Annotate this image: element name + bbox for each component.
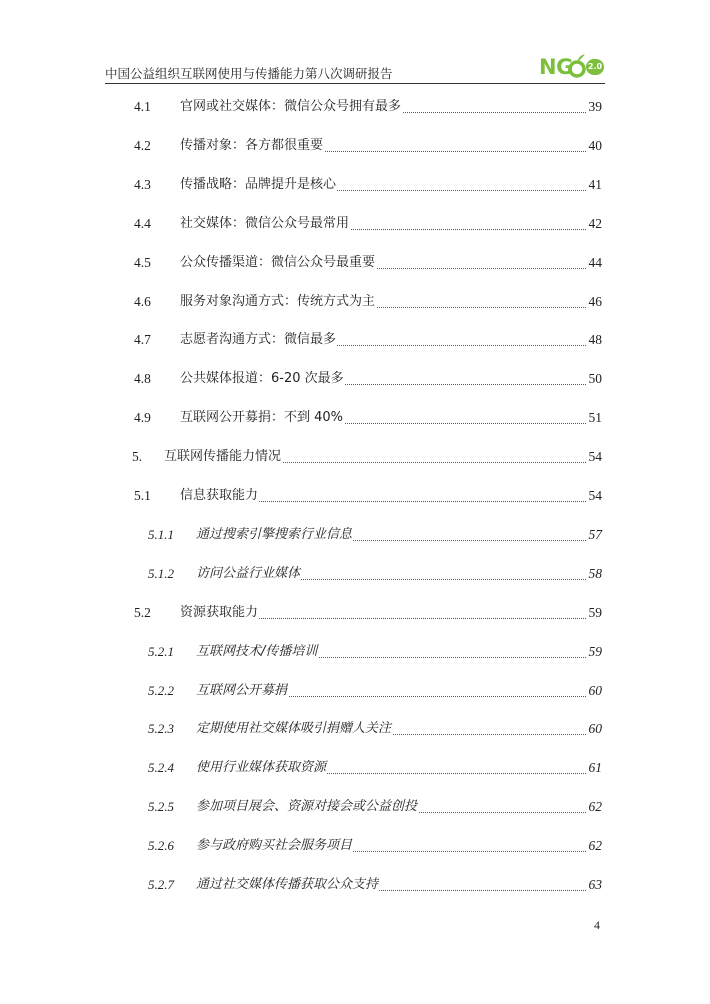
toc-entry-number: 4.2 (134, 137, 151, 153)
toc-entry-number: 5.2.6 (148, 838, 174, 854)
toc-entry-page: 50 (587, 368, 603, 390)
toc-entry-number: 4.3 (134, 176, 151, 192)
toc-entry-number: 5.1.2 (148, 565, 174, 581)
toc-entry-page: 54 (587, 446, 603, 468)
ngo-logo (537, 54, 605, 82)
toc-entry-number: 5.2.2 (148, 682, 174, 698)
page-header (105, 54, 605, 84)
toc-entry-number: 5.1.1 (148, 526, 174, 542)
toc-entry[interactable] (0, 407, 710, 429)
toc-entry-title: 志愿者沟通方式：微信最多 (180, 329, 337, 351)
toc-entry-page: 62 (587, 835, 603, 857)
page-number: 4 (594, 918, 600, 932)
toc-entry-number: 5.2 (134, 604, 151, 620)
toc-entry-title: 社交媒体：微信公众号最常用 (180, 213, 350, 235)
toc-entry-title: 通过社交媒体传播获取公众支持 (196, 874, 379, 896)
toc-entry-title: 信息获取能力 (180, 485, 259, 507)
toc-entry-page: 40 (587, 135, 603, 157)
toc-entry-page: 62 (587, 796, 603, 818)
toc-entry[interactable] (0, 485, 710, 507)
toc-entry-title: 互联网公开募捐 (196, 680, 288, 702)
toc-entry-page: 60 (587, 718, 603, 740)
toc-entry-page: 44 (587, 252, 603, 274)
toc-entry-page: 58 (587, 563, 603, 585)
toc-entry-number: 5.2.1 (148, 643, 174, 659)
toc-entry-number: 5.2.4 (148, 760, 174, 776)
toc-entry-number: 5. (132, 449, 143, 465)
toc-entry[interactable] (0, 446, 710, 468)
toc-entry-title: 互联网传播能力情况 (164, 446, 282, 468)
toc-entry[interactable] (0, 213, 710, 235)
toc-entry-title: 访问公益行业媒体 (196, 563, 301, 585)
toc-entry-page: 41 (587, 174, 603, 196)
toc-entry-page: 54 (587, 485, 603, 507)
toc-entry-page: 59 (587, 641, 603, 663)
toc-entry-page: 59 (587, 602, 603, 624)
toc-entry-number: 4.9 (134, 410, 151, 426)
toc-entry-number: 5.2.7 (148, 877, 174, 892)
toc-entry-title: 官网或社交媒体：微信公众号拥有最多 (180, 96, 402, 118)
toc-entry[interactable] (0, 602, 710, 624)
toc-entry[interactable] (0, 680, 710, 702)
toc-entry[interactable] (0, 174, 710, 196)
toc-entry-title: 公共媒体报道：6-20 次最多 (180, 368, 345, 390)
toc-entry-title: 使用行业媒体获取资源 (196, 757, 327, 779)
toc-entry[interactable] (0, 563, 710, 585)
toc-entry-title: 互联网公开募捐：不到 40% (180, 407, 344, 429)
toc-entry[interactable] (0, 524, 710, 546)
toc-entry[interactable] (0, 874, 710, 896)
toc-entry-number: 4.7 (134, 332, 151, 348)
toc-entry-number: 5.1 (134, 488, 151, 503)
toc-entry-title: 传播战略：品牌提升是核心 (180, 174, 337, 196)
toc-entry-number: 5.2.3 (148, 721, 174, 737)
toc-entry-title: 资源获取能力 (180, 602, 259, 624)
toc-entry-title: 参与政府购买社会服务项目 (196, 835, 353, 857)
toc-entry-title: 传播对象：各方都很重要 (180, 135, 324, 157)
toc-entry[interactable] (0, 835, 710, 857)
logo-text: NG (539, 55, 573, 79)
toc-entry[interactable] (0, 718, 710, 740)
toc-entry-page: 46 (587, 291, 603, 313)
toc-entry-title: 定期使用社交媒体吸引捐赠人关注 (196, 718, 392, 740)
toc-entry[interactable] (0, 796, 710, 818)
toc-entry-page: 39 (587, 96, 603, 118)
toc-entry[interactable] (0, 96, 710, 118)
toc-entry[interactable] (0, 291, 710, 313)
toc-entry[interactable] (0, 368, 710, 390)
toc-entry-page: 57 (587, 524, 603, 546)
toc-entry-number: 5.2.5 (148, 799, 174, 815)
toc-entry-page: 60 (587, 680, 603, 702)
toc-entry[interactable] (0, 135, 710, 157)
toc-entry-title: 互联网技术/传播培训 (196, 641, 318, 663)
header-title: 中国公益组织互联网使用与传播能力第八次调研报告 (105, 66, 393, 81)
toc-entry-number: 4.1 (134, 99, 151, 114)
toc-entry-number: 4.6 (134, 293, 151, 309)
toc-entry-page: 42 (587, 213, 603, 235)
toc-entry-title: 通过搜索引擎搜索行业信息 (196, 524, 353, 546)
toc-entry-page: 61 (587, 757, 603, 779)
header-rule (105, 83, 605, 84)
toc-entry[interactable] (0, 329, 710, 351)
toc-entry-number: 4.4 (134, 215, 151, 231)
toc-entry[interactable] (0, 641, 710, 663)
toc-entry-title: 参加项目展会、资源对接会或公益创投 (196, 796, 418, 818)
logo-o-mark-icon (567, 53, 587, 79)
toc-entry-title: 服务对象沟通方式：传统方式为主 (180, 291, 376, 313)
toc-entry-number: 4.8 (134, 371, 151, 387)
toc-entry-title: 公众传播渠道：微信公众号最重要 (180, 252, 376, 274)
toc-entry[interactable] (0, 757, 710, 779)
toc-entry-number: 4.5 (134, 254, 151, 270)
toc-entry[interactable] (0, 252, 710, 274)
toc-entry-page: 63 (587, 874, 603, 896)
logo-badge: 2.0 (586, 59, 604, 75)
toc-entry-page: 51 (587, 407, 603, 429)
toc-entry-page: 48 (587, 329, 603, 351)
